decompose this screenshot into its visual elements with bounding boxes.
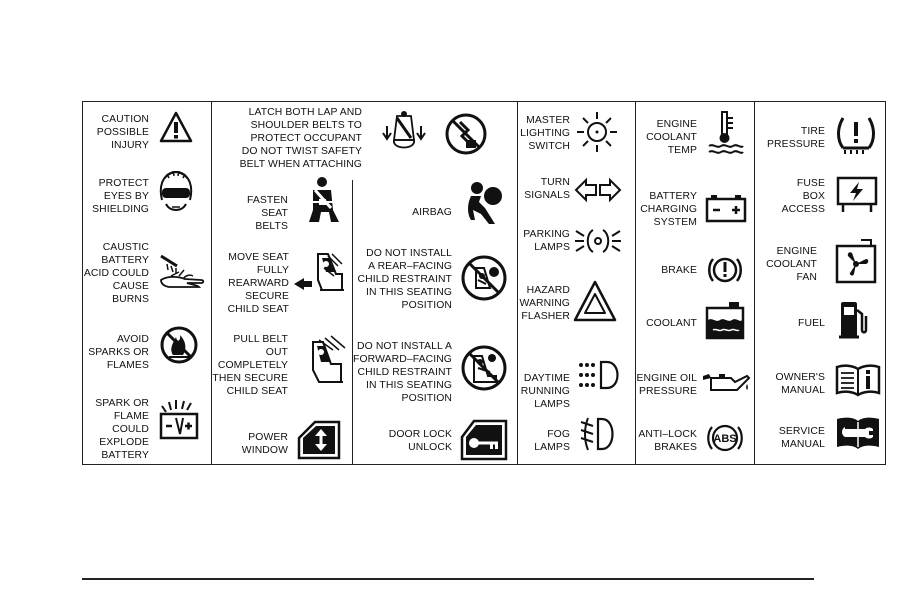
parking-lamps-label: PARKING LAMPS [523,229,570,253]
exploding-battery-icon [157,400,201,442]
fog-lamps-icon [578,416,618,452]
service-manual-label: SERVICE MANUAL [778,426,825,450]
battery-charging-label: BATTERY CHARGING SYSTEM [640,191,697,228]
power-window-label: POWER WINDOW [241,432,288,456]
no-rear-facing-label: DO NOT INSTALL A REAR–FACING CHILD RESTRAINT IN THIS SEATING POSITION [357,248,452,311]
no-forward-facing-label: DO NOT INSTALL A FORWARD–FACING CHILD RESTRAINT IN THIS SEATING POSITION [353,341,452,404]
face-shield-icon [157,166,195,216]
page-footer-rule [82,578,814,580]
owners-manual-icon [835,361,881,397]
door-lock-key-icon [460,419,508,461]
vehicle-symbols-chart [82,101,886,465]
column-divider [754,102,755,464]
master-lighting-icon [575,110,619,154]
move-seat-rearward-icon [292,250,348,296]
airbag-label: AIRBAG [412,207,452,218]
coolant-fan-icon [835,238,879,284]
service-manual-icon [835,415,881,451]
no-rear-facing-seat-icon [460,254,508,302]
fuse-box-icon [835,175,879,215]
pull-belt-label: PULL BELT OUT COMPLETELY THEN SECURE CHILD SEAT [212,334,288,397]
protect-eyes-label: PROTECT EYES BY SHIELDING [92,178,149,215]
fuel-label: FUEL [798,318,825,329]
daytime-running-lamps-icon [573,360,621,390]
caution-label: CAUTION POSSIBLE INJURY [96,114,149,151]
oil-can-icon [699,368,751,398]
no-forward-facing-seat-icon [460,344,508,392]
parking-lamps-icon [574,226,622,256]
abs-icon [705,420,745,456]
caustic-acid-label: CAUSTIC BATTERY ACID COULD CAUSE BURNS [83,242,149,305]
move-seat-label: MOVE SEAT FULLY REARWARD SECURE CHILD SEAT [227,252,289,315]
power-window-icon [297,420,341,460]
door-lock-label: DOOR LOCK UNLOCK [388,429,452,453]
battery-icon [705,193,747,223]
turn-signal-arrows-icon [574,177,622,203]
abs-label: ANTI–LOCK BRAKES [638,429,697,453]
coolant-fan-label: ENGINE COOLANT FAN [766,246,817,283]
abs-icon-text: ABS [713,433,737,445]
drl-label: DAYTIME RUNNING LAMPS [520,373,570,410]
caution-triangle-icon [159,110,193,144]
coolant-level-icon [703,300,747,340]
fuse-box-label: FUSE BOX ACCESS [781,178,825,215]
seatbelt-icon [304,176,342,226]
owners-manual-label: OWNER'S MANUAL [775,372,825,396]
fasten-belts-label: FASTEN SEAT BELTS [246,195,288,232]
pull-belt-child-seat-icon [309,336,349,386]
no-flames-icon [159,325,199,365]
seatbelt-latch-icon [381,110,427,158]
column-divider [517,102,518,464]
hazard-triangle-icon [573,280,617,322]
brake-label: BRAKE [661,265,697,276]
airbag-icon [463,180,505,226]
oil-pressure-label: ENGINE OIL PRESSURE [636,373,697,397]
master-lighting-label: MASTER LIGHTING SWITCH [520,115,570,152]
tire-pressure-label: TIRE PRESSURE [767,126,825,150]
spark-flame-label: SPARK OR FLAME COULD EXPLODE BATTERY [95,398,149,461]
fuel-pump-icon [835,300,869,340]
turn-signals-label: TURN SIGNALS [524,177,570,201]
coolant-label: COOLANT [646,318,697,329]
coolant-temp-label: ENGINE COOLANT TEMP [646,119,697,156]
column-divider [352,180,353,464]
no-twist-belt-icon [444,112,488,156]
latch-belts-label: LATCH BOTH LAP AND SHOULDER BELTS TO PROTECT OCCUPANT DO NOT TWIST SAFETY BELT WHEN ATTACHING [239,107,362,170]
tire-pressure-icon [835,112,877,154]
acid-burn-hand-icon [157,252,207,290]
coolant-temperature-icon [707,110,743,154]
column-divider [635,102,636,464]
hazard-label: HAZARD WARNING FLASHER [519,285,570,322]
avoid-sparks-label: AVOID SPARKS OR FLAMES [88,334,149,371]
fog-lamps-label: FOG LAMPS [534,429,570,453]
column-divider [211,102,212,464]
brake-warning-icon [707,252,743,288]
